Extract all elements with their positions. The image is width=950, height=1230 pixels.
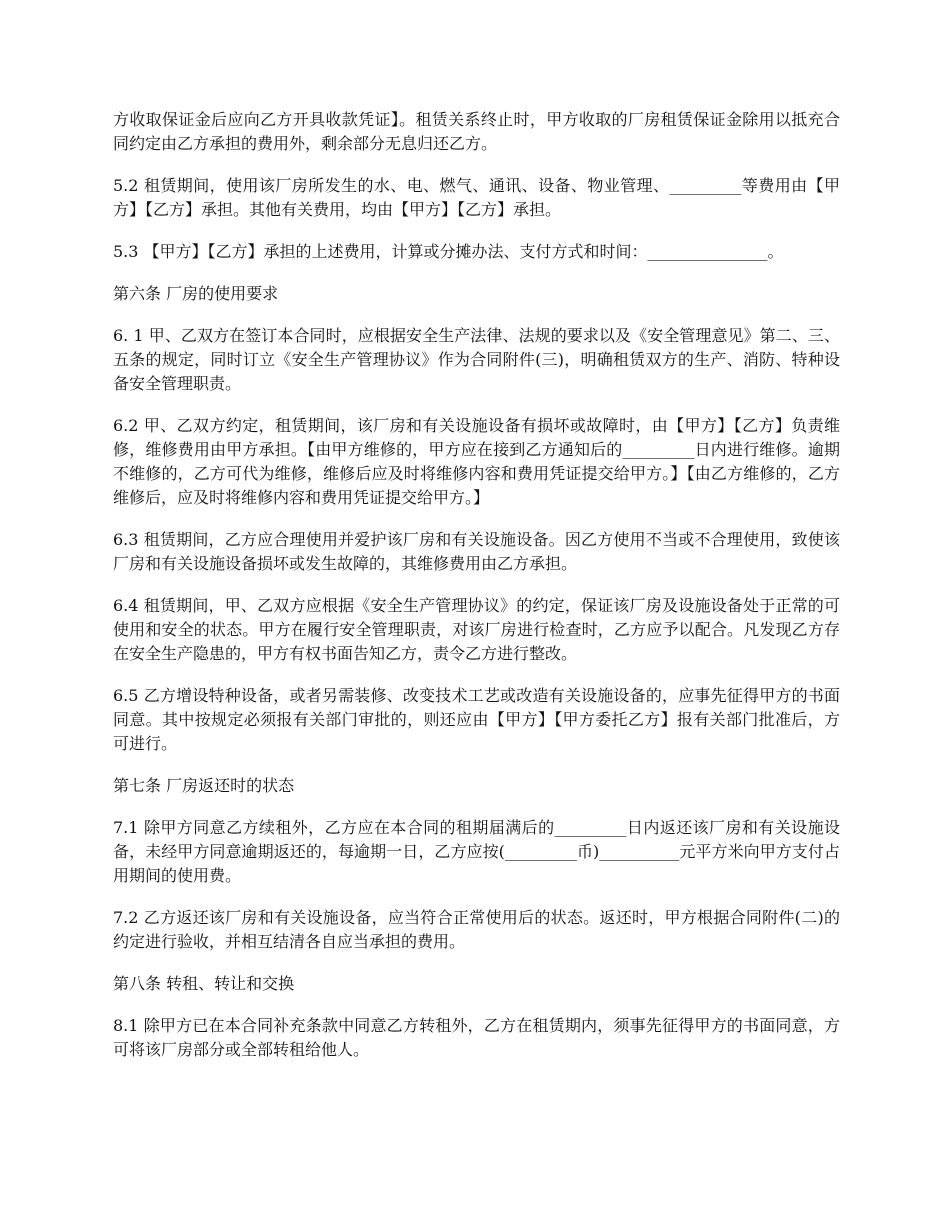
- paragraph-7-1: 7.1 除甲方同意乙方续租外，乙方应在本合同的租期届满后的_________日内返还该厂房和有关设施设备，未经甲方同意逾期返还的，每逾期一日，乙方应按(_________币)__________元平方米向甲方支付占用期间的使用费。: [113, 818, 840, 885]
- paragraph-6-4: 6.4 租赁期间，甲、乙双方应根据《安全生产管理协议》的约定，保证该厂房及设施设备处于正常的可使用和安全的状态。甲方在履行安全管理职责，对该厂房进行检查时，乙方应予以配合。凡发现乙方存在安全生产隐患的，甲方有权书面告知乙方，责令乙方进行整改。: [113, 596, 840, 663]
- section-heading-article-6: 第六条 厂房的使用要求: [113, 284, 279, 303]
- paragraph-7-2: 7.2 乙方返还该厂房和有关设施设备，应当符合正常使用后的状态。返还时，甲方根据合同附件(二)的约定进行验收，并相互结清各自应当承担的费用。: [113, 908, 840, 951]
- document-page: [113, 108, 840, 1080]
- section-heading-article-7: 第七条 厂房返还时的状态: [113, 776, 295, 795]
- paragraph-5-2: 5.2 租赁期间，使用该厂房所发生的水、电、燃气、通讯、设备、物业管理、_________等费用由【甲方】【乙方】承担。其他有关费用，均由【甲方】【乙方】承担。: [113, 176, 840, 219]
- paragraph-6-1: 6. 1 甲、乙双方在签订本合同时，应根据安全生产法律、法规的要求以及《安全管理意见》第二、三、五条的规定，同时订立《安全生产管理协议》作为合同附件(三)，明确租赁双方的生产、消防、特种设备安全管理职责。: [113, 326, 840, 393]
- paragraph-6-3: 6.3 租赁期间，乙方应合理使用并爱护该厂房和有关设施设备。因乙方使用不当或不合理使用，致使该厂房和有关设施设备损坏或发生故障的，其维修费用由乙方承担。: [113, 530, 840, 573]
- section-heading-article-8: 第八条 转租、转让和交换: [113, 974, 295, 993]
- paragraph-5-3: 5.3 【甲方】【乙方】承担的上述费用，计算或分摊办法、支付方式和时间：_______________。: [113, 242, 784, 261]
- paragraph-6-5: 6.5 乙方增设特种设备，或者另需装修、改变技术工艺或改造有关设施设备的，应事先征得甲方的书面同意。其中按规定必须报有关部门审批的，则还应由【甲方】【甲方委托乙方】报有关部门批准后，方可进行。: [113, 686, 840, 753]
- paragraph-deposit-continued: 方收取保证金后应向乙方开具收款凭证】。租赁关系终止时，甲方收取的厂房租赁保证金除用以抵充合同约定由乙方承担的费用外，剩余部分无息归还乙方。: [113, 110, 840, 153]
- paragraph-6-2: 6.2 甲、乙双方约定，租赁期间，该厂房和有关设施设备有损坏或故障时，由【甲方】【乙方】负责维修，维修费用由甲方承担。【由甲方维修的，甲方应在接到乙方通知后的_________日内进行维修。逾期不维修的，乙方可代为维修，维修后应及时将维修内容和费用凭证提交给甲方。】【由乙方维修的，乙方维修后，应及时将维修内容和费用凭证提交给甲方。】: [113, 416, 840, 507]
- paragraph-8-1: 8.1 除甲方已在本合同补充条款中同意乙方转租外，乙方在租赁期内，须事先征得甲方的书面同意，方可将该厂房部分或全部转租给他人。: [113, 1016, 840, 1059]
